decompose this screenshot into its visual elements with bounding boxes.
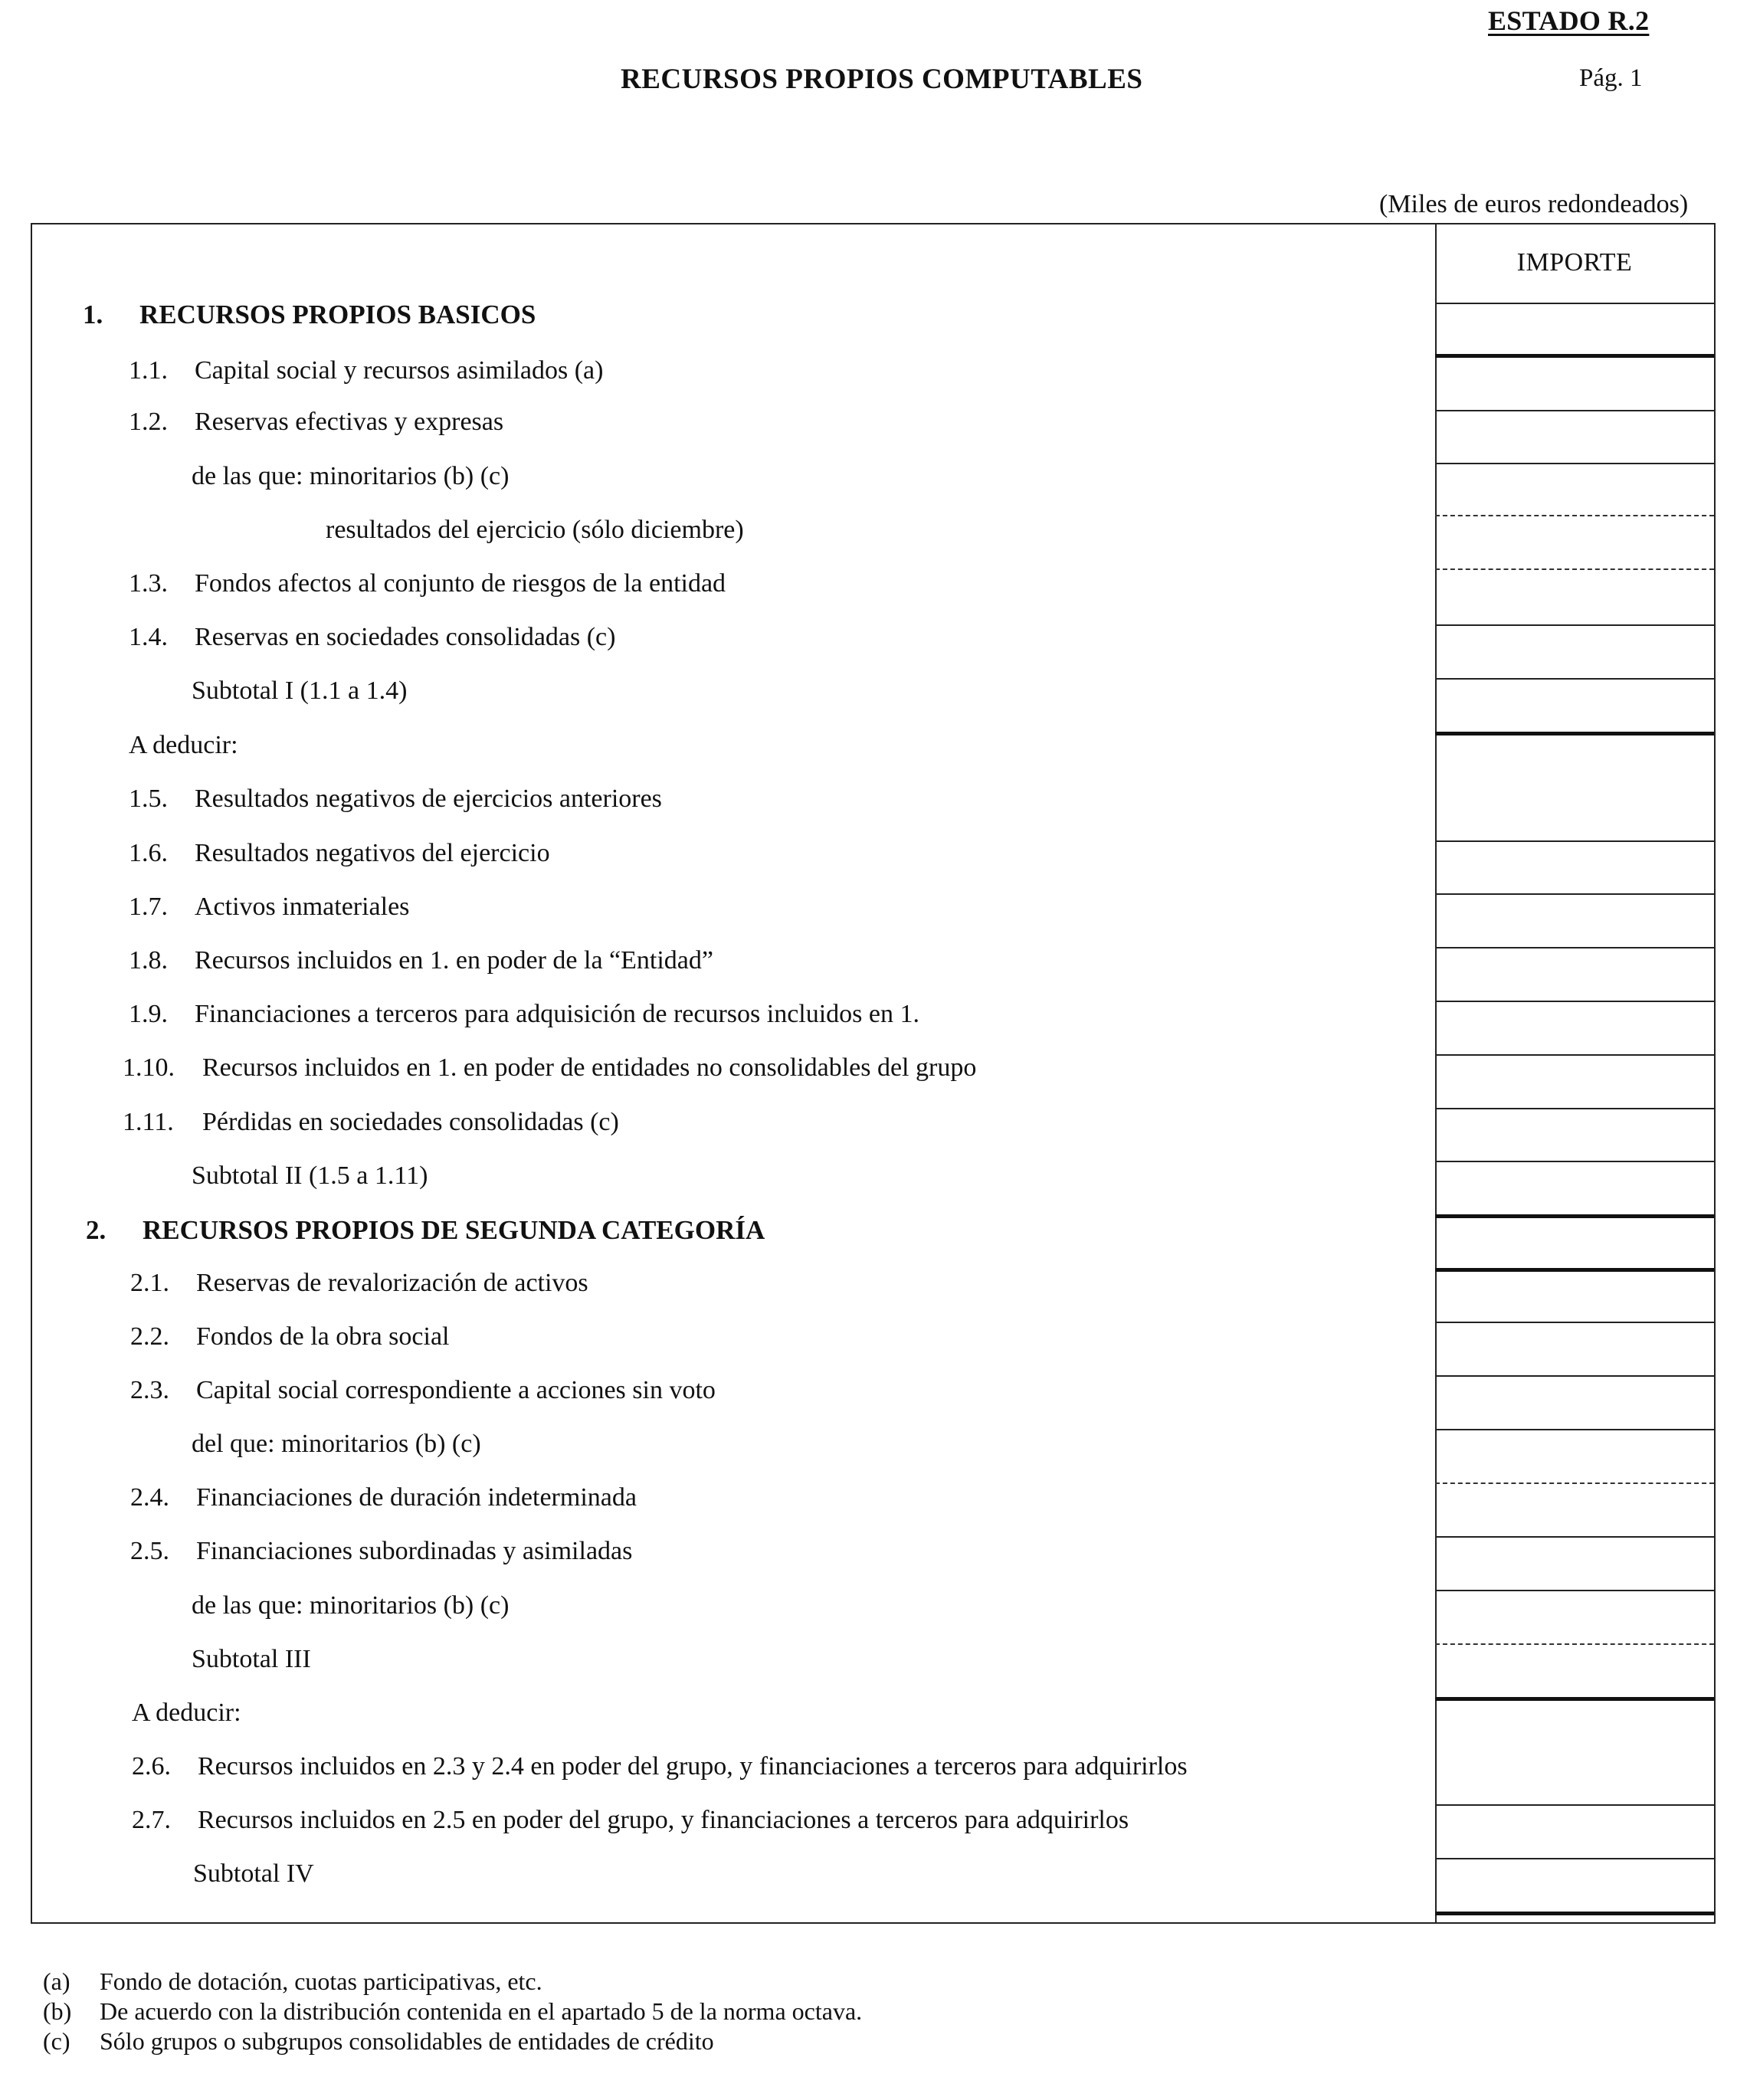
amount-cell-divider xyxy=(1435,1268,1714,1272)
amount-cell-divider xyxy=(1435,1108,1714,1109)
footnotes xyxy=(43,1967,862,2056)
row-label: Subtotal I (1.1 a 1.4) xyxy=(192,677,408,705)
row-label: Fondos afectos al conjunto de riesgos de la entidad xyxy=(195,569,726,598)
row-number: 1.6. xyxy=(129,839,168,867)
row-number: 1.3. xyxy=(129,569,168,598)
row-number: 1.5. xyxy=(129,785,168,813)
table-row xyxy=(129,948,713,974)
amount-cell-divider xyxy=(1435,1322,1714,1323)
amount-cell-divider xyxy=(1435,1536,1714,1538)
row-label: Reservas de revalorización de activos xyxy=(196,1269,588,1297)
amount-cell-divider xyxy=(1435,1429,1714,1430)
amount-cell-divider xyxy=(1435,1858,1714,1859)
row-number: 1.2. xyxy=(129,408,168,436)
row-number: 2.4. xyxy=(130,1483,169,1512)
row-label: Capital social y recursos asimilados (a) xyxy=(195,356,604,385)
amount-cell-divider xyxy=(1435,1054,1714,1056)
footnote xyxy=(43,1967,862,1997)
page-title: RECURSOS PROPIOS COMPUTABLES xyxy=(621,64,1143,95)
amount-cell-divider xyxy=(1435,624,1714,626)
row-number: 2.2. xyxy=(130,1322,169,1351)
table-row xyxy=(129,894,409,920)
importe-column-header: IMPORTE xyxy=(1516,248,1633,277)
row-number: 1.8. xyxy=(129,946,168,975)
row-label: Reservas efectivas y expresas xyxy=(195,408,504,436)
table-row xyxy=(326,517,744,543)
table-row xyxy=(193,1861,314,1887)
table-row xyxy=(130,1485,637,1511)
row-label: Pérdidas en sociedades consolidadas (c) xyxy=(202,1108,619,1136)
table-row xyxy=(129,1001,919,1027)
row-label: Capital social correspondiente a acciones sin voto xyxy=(196,1376,716,1404)
row-number: 1.9. xyxy=(129,1000,168,1028)
amount-cell-divider xyxy=(1435,568,1714,570)
row-label: Fondos de la obra social xyxy=(196,1322,450,1351)
table-row xyxy=(129,786,662,812)
row-label: Recursos incluidos en 1. en poder de entidades no consolidables del grupo xyxy=(202,1053,977,1082)
table-row xyxy=(192,678,407,704)
table-row xyxy=(129,840,550,867)
amount-cell-divider xyxy=(1435,1590,1714,1591)
table-row xyxy=(192,1431,481,1457)
row-number: 2.5. xyxy=(130,1537,169,1565)
row-label: RECURSOS PROPIOS BASICOS xyxy=(139,300,536,329)
amount-cell-divider xyxy=(1435,840,1714,842)
table-row xyxy=(129,358,603,384)
footnote xyxy=(43,1997,862,2026)
amount-cell-divider xyxy=(1435,1804,1714,1806)
row-number: 1.4. xyxy=(129,623,168,651)
footnote xyxy=(43,2026,862,2056)
row-number: 1. xyxy=(83,300,103,329)
row-number: 1.7. xyxy=(129,893,168,921)
row-label: A deducir: xyxy=(129,731,238,759)
amount-cell-divider xyxy=(1435,732,1714,735)
table-row xyxy=(86,1217,765,1243)
footnote-text: Fondo de dotación, cuotas participativas, etc. xyxy=(100,1967,542,1995)
amount-cell-divider xyxy=(1435,1482,1714,1484)
footnote-tag: (c) xyxy=(43,2027,70,2055)
form-code: ESTADO R.2 xyxy=(1488,5,1650,36)
row-number: 2.3. xyxy=(130,1376,169,1404)
table-row xyxy=(129,571,726,597)
row-label: resultados del ejercicio (sólo diciembre) xyxy=(326,516,744,544)
units-label: (Miles de euros redondeados) xyxy=(1379,190,1689,218)
row-label: Recursos incluidos en 2.3 y 2.4 en poder del grupo, y financiaciones a terceros para adquirirlos xyxy=(198,1752,1188,1781)
row-label: Reservas en sociedades consolidadas (c) xyxy=(195,623,616,651)
footnote-tag: (a) xyxy=(43,1967,70,1995)
row-label: Financiaciones de duración indeterminada xyxy=(196,1483,637,1512)
amount-cell-divider xyxy=(1435,463,1714,464)
table-row xyxy=(130,1324,450,1350)
amount-cell-divider xyxy=(1435,515,1714,516)
row-number: 1.11. xyxy=(123,1108,174,1136)
table-row xyxy=(83,301,536,328)
table-row xyxy=(132,1754,1188,1780)
footnote-text: De acuerdo con la distribución contenida en el apartado 5 de la norma octava. xyxy=(100,1997,863,2025)
page-number: Pág. 1 xyxy=(1579,64,1643,92)
row-label: de las que: minoritarios (b) (c) xyxy=(192,1591,510,1620)
row-label: Resultados negativos del ejercicio xyxy=(195,839,550,867)
amount-cell-divider xyxy=(1435,1697,1714,1701)
table-row xyxy=(123,1109,619,1135)
row-label: Subtotal IV xyxy=(193,1859,314,1888)
row-label: Recursos incluidos en 2.5 en poder del grupo, y financiaciones a terceros para adquirirlos xyxy=(198,1806,1129,1834)
table-row xyxy=(129,624,615,650)
table-row xyxy=(130,1538,632,1564)
row-label: Resultados negativos de ejercicios anteriores xyxy=(195,785,662,813)
row-label: Subtotal III xyxy=(192,1645,311,1673)
row-number: 1.10. xyxy=(123,1053,175,1082)
amount-cell-divider xyxy=(1435,1643,1714,1645)
table-row xyxy=(123,1055,976,1081)
table-row xyxy=(192,464,509,490)
amount-cell-divider xyxy=(1435,1161,1714,1162)
row-number: 2.1. xyxy=(130,1269,169,1297)
amount-cell-divider xyxy=(1435,354,1714,358)
table-row xyxy=(132,1807,1129,1833)
row-label: de las que: minoritarios (b) (c) xyxy=(192,462,510,490)
row-number: 1.1. xyxy=(129,356,168,385)
importe-column xyxy=(1435,223,1714,1924)
row-number: 2. xyxy=(86,1215,107,1245)
table-row xyxy=(192,1646,311,1672)
footnote-tag: (b) xyxy=(43,1997,72,2025)
row-label: Financiaciones subordinadas y asimiladas xyxy=(196,1537,633,1565)
footnote-text: Sólo grupos o subgrupos consolidables de entidades de crédito xyxy=(100,2027,714,2055)
amount-cell-divider xyxy=(1435,1214,1714,1218)
amount-cell-divider xyxy=(1435,947,1714,948)
table-row xyxy=(130,1378,716,1404)
amount-cell-divider xyxy=(1435,1375,1714,1377)
row-label: RECURSOS PROPIOS DE SEGUNDA CATEGORÍA xyxy=(143,1215,765,1245)
amount-cell-divider xyxy=(1435,893,1714,895)
row-label: Recursos incluidos en 1. en poder de la “Entidad” xyxy=(195,946,713,975)
row-number: 2.6. xyxy=(132,1752,171,1781)
row-label: Financiaciones a terceros para adquisición de recursos incluidos en 1. xyxy=(195,1000,920,1028)
amount-cell-divider xyxy=(1435,1001,1714,1002)
row-label: Activos inmateriales xyxy=(195,893,410,921)
row-number: 2.7. xyxy=(132,1806,171,1834)
row-label: A deducir: xyxy=(132,1699,241,1727)
table-row xyxy=(192,1163,428,1189)
row-label: Subtotal II (1.5 a 1.11) xyxy=(192,1161,428,1190)
table-row xyxy=(129,732,238,758)
amount-cell-divider xyxy=(1435,410,1714,411)
table-row xyxy=(130,1270,588,1296)
amount-cell-divider xyxy=(1435,678,1714,680)
table-row xyxy=(192,1593,509,1619)
row-label: del que: minoritarios (b) (c) xyxy=(192,1430,481,1458)
table-row xyxy=(132,1700,241,1726)
amount-cell-divider xyxy=(1435,1912,1714,1915)
table-row xyxy=(129,409,503,435)
amount-cell-divider xyxy=(1435,303,1714,304)
